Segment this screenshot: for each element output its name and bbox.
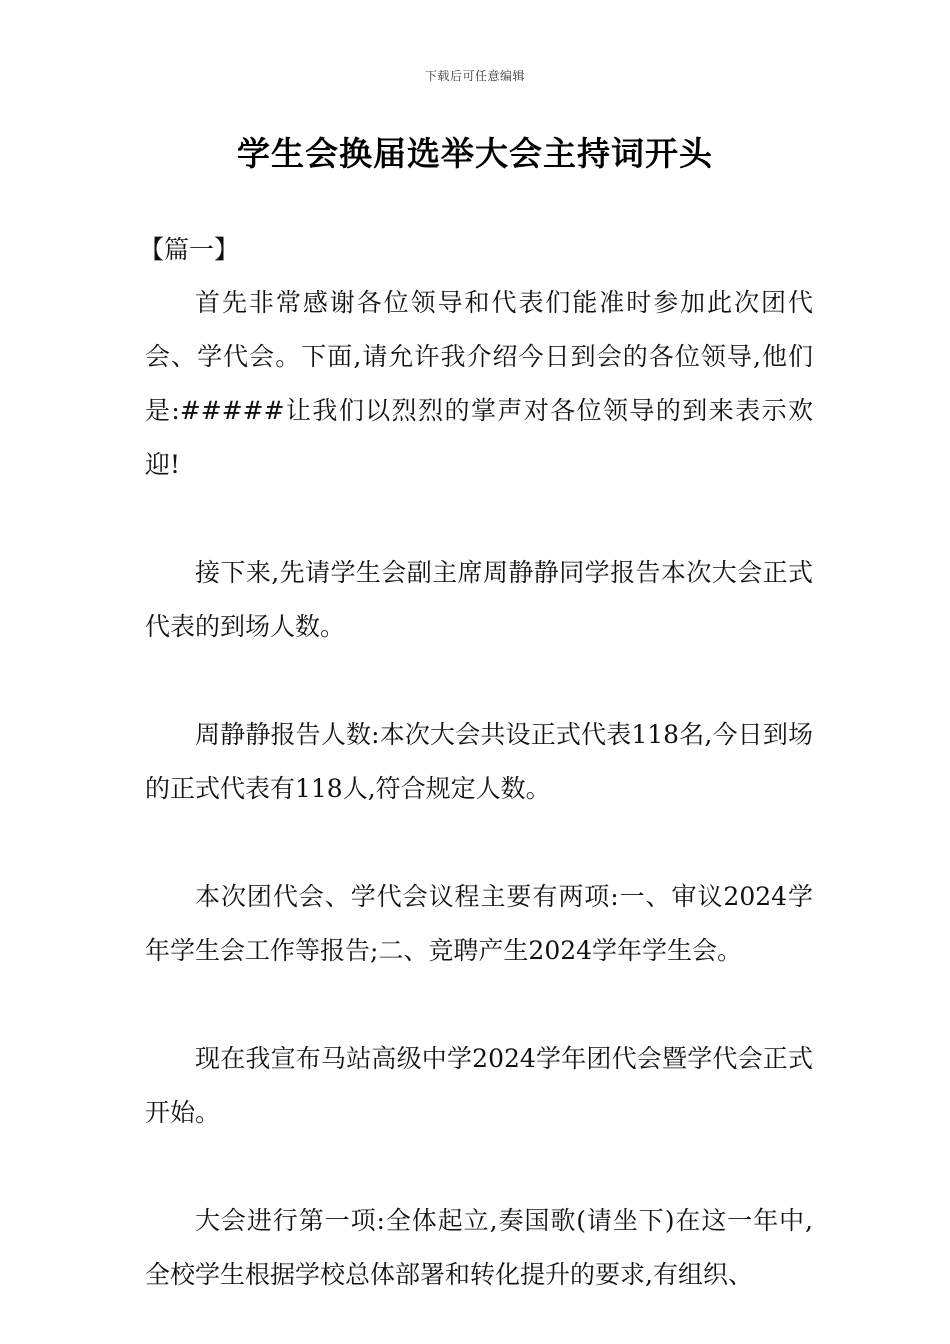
section-label: 【篇一】 <box>139 235 240 264</box>
paragraph-welcome: 首先非常感谢各位领导和代表们能准时参加此次团代会、学代会。下面,请允许我介绍今日到会的各位领导,他们是:#####让我们以烈烈的掌声对各位领导的到来表示欢迎! <box>145 288 813 479</box>
paragraph-attendance-report: 周静静报告人数:本次大会共设正式代表118名,今日到场的正式代表有118人,符合规定人数。 <box>145 720 813 803</box>
header-note: 下载后可任意编辑 <box>424 69 525 83</box>
paragraph-agenda: 本次团代会、学代会议程主要有两项:一、审议2024学年学生会工作等报告;二、竞聘产生2024学年学生会。 <box>145 882 813 965</box>
paragraph-attendance-request: 接下来,先请学生会副主席周静静同学报告本次大会正式代表的到场人数。 <box>145 558 813 641</box>
paragraph-opening: 现在我宣布马站高级中学2024学年团代会暨学代会正式开始。 <box>145 1044 813 1127</box>
paragraph-first-item: 大会进行第一项:全体起立,奏国歌(请坐下)在这一年中,全校学生根据学校总体部署和转化提升的要求,有组织、 <box>145 1206 813 1289</box>
document-body <box>139 230 813 1302</box>
document-title: 学生会换届选举大会主持词开头 <box>237 134 713 173</box>
